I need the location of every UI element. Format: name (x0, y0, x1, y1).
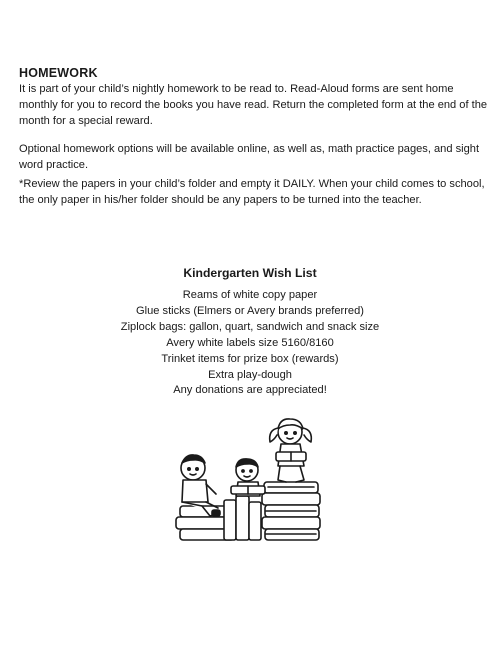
wish-list-item: Glue sticks (Elmers or Avery brands preferred) (136, 305, 364, 317)
kids-reading-on-books-icon (168, 410, 338, 542)
wish-list-item: Extra play-dough (208, 369, 292, 381)
homework-paragraph-read-aloud: It is part of your child’s nightly homework to be read to. Read-Aloud forms are sent home monthly for you to record the books you have read. Return the completed form at the end of the month for a special reward. (19, 83, 488, 127)
donations-note: Any donations are appreciated! (173, 384, 327, 396)
wish-list-item: Avery white labels size 5160/8160 (166, 337, 334, 349)
wish-list-item: Ziplock bags: gallon, quart, sandwich and snack size (120, 321, 380, 333)
wish-list-heading: Kindergarten Wish List (183, 266, 317, 280)
wish-list-item: Trinket items for prize box (rewards) (161, 353, 339, 365)
homework-paragraph-folder: *Review the papers in your child’s folder and empty it DAILY. When your child comes to school, the only paper in his/her folder should be any papers to be turned into the teacher. (19, 178, 485, 206)
wish-list (0, 287, 500, 383)
homework-heading: HOMEWORK (19, 66, 98, 80)
homework-paragraph-optional: Optional homework options will be available online, as well as, math practice pages, and sight word practice. (19, 143, 480, 171)
wish-list-item: Reams of white copy paper (182, 289, 318, 301)
